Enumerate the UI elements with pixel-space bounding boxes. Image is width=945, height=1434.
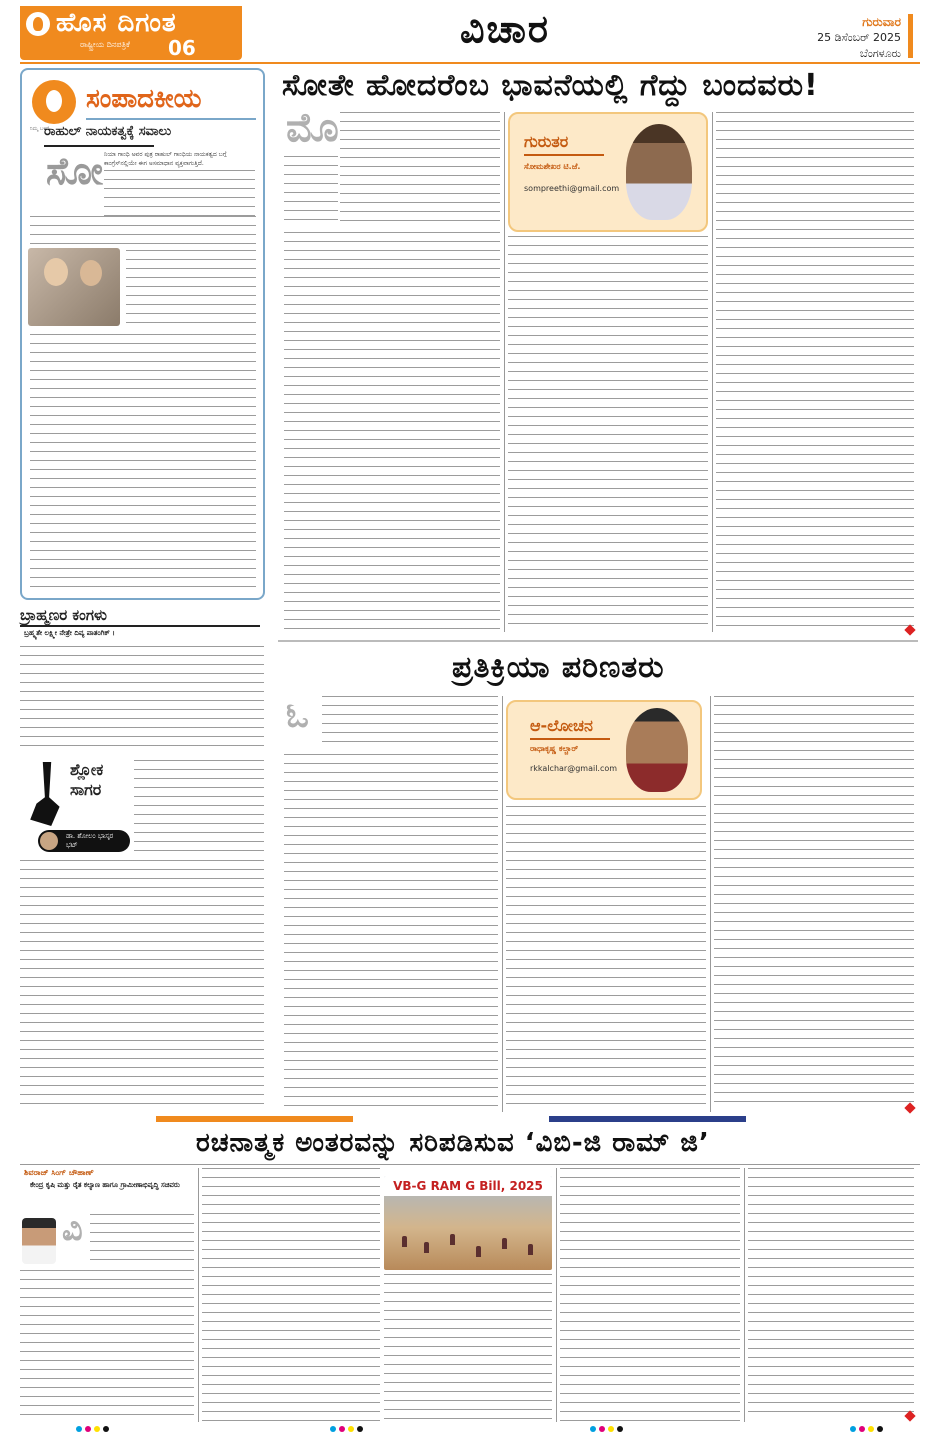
editorial-divider: [86, 118, 256, 120]
worker-figure: [502, 1238, 507, 1249]
gurutara-author-photo: [626, 124, 692, 220]
aalochana-email[interactable]: rkkalchar@gmail.com: [530, 764, 618, 773]
bottom-text-block: [748, 1168, 914, 1416]
bottom-text-block: [384, 1274, 552, 1422]
page-number: 06: [168, 36, 196, 60]
editorial-label: ಸಂಪಾದಕೀಯ: [86, 84, 202, 114]
shloka-sagara-badge: [20, 756, 130, 856]
brahmana-verse: ಬ್ರಹ್ಮ್ಯತೇ ಲಕ್ಷ್ಮೀ ನೇತ್ರೇ ದಿವ್ಯ ಪಾತಂಗಿಕ್ ।: [24, 629, 115, 637]
column-rule: [712, 112, 713, 632]
brahmana-text-block: [20, 860, 264, 1112]
editorial-lead: ನಿಯಾ ಗಾಂಧಿ ಅವರ ಪುತ್ರ ರಾಹುಲ್ ಗಾಂಧಿಯ ನಾಯಕತ್ವದ ಬಗ್ಗೆ ಕಾಂಗ್ರೆಸ್‌ನಲ್ಲಿಯೇ ಈಗ ಅಸಮಾಧಾನ ವ್ಯಕ್ತವಾಗುತ್ತಿದೆ.: [104, 150, 255, 222]
aalochana-rule: [530, 738, 610, 740]
main-text-block: [508, 236, 708, 630]
column-rule: [502, 696, 503, 1112]
editorial-box: [20, 68, 265, 600]
newspaper-logo[interactable]: [20, 6, 242, 60]
date-label: 25 ಡಿಸೆಂಬರ್ 2025: [817, 31, 901, 44]
column-rule: [504, 112, 505, 632]
bottom-author-role: ಕೇಂದ್ರ ಕೃಷಿ ಮತ್ತು ರೈತ ಕಲ್ಯಾಣ ಹಾಗೂ ಗ್ರಾಮೀಣಾಭಿವೃದ್ಧಿ ಸಚಿವರು: [30, 1181, 180, 1189]
bottom-text-block: [560, 1168, 740, 1422]
logo-tagline: ರಾಷ್ಟ್ರೀಯ ದಿನಪತ್ರಿಕೆ: [80, 40, 130, 49]
aalochana-label: ಆ-ಲೋಚನ: [530, 716, 593, 735]
reaction-text-block: [284, 754, 498, 1110]
reaction-text-block: [322, 696, 498, 750]
decorative-color-bar: [156, 1116, 746, 1122]
editorial-photo: [28, 248, 120, 326]
ink-pen-icon: [26, 762, 68, 826]
gurutara-label: ಗುರುತರ: [524, 132, 569, 151]
print-registration-marks: [330, 1426, 363, 1432]
worker-figure: [476, 1246, 481, 1257]
masthead: [0, 0, 945, 64]
editorial-headline[interactable]: ರಾಹುಲ್ ನಾಯಕತ್ವಕ್ಕೆ ಸವಾಲು: [44, 124, 171, 147]
editorial-text-block: [30, 216, 256, 246]
bottom-author: ಶಿವರಾಜ್ ಸಿಂಗ್ ಚೌಹಾಣ್: [24, 1168, 94, 1177]
reaction-text-block: [714, 696, 914, 1110]
worker-figure: [450, 1234, 455, 1245]
logo-title: ಹೊಸ ದಿಗಂತ: [56, 8, 177, 38]
lamp-logo-icon: [26, 12, 50, 36]
editorial-text-block: [104, 170, 255, 222]
column-rule: [744, 1168, 745, 1422]
reaction-dropcap: ಓ: [286, 696, 309, 736]
bottom-author-photo: [22, 1218, 56, 1264]
main-text-block: [716, 112, 914, 630]
editorial-logo-caption: ನಿಮ್ಮ ಬಳಿಗೆ: [30, 126, 49, 132]
column-rule: [198, 1168, 199, 1422]
print-registration-marks: [76, 1426, 109, 1432]
brahmana-text-block: [134, 760, 264, 856]
vbg-image-caption: VB-G RAM G Bill, 2025: [384, 1176, 552, 1196]
section-divider: [278, 640, 918, 642]
brahmana-text-block: [20, 646, 264, 752]
column-rule: [710, 696, 711, 1112]
shloka-author-tag: ಡಾ. ಶೋಲಂ ಭಾಸ್ಕರ ಭಟ್: [38, 830, 130, 852]
shloka-author-avatar: [40, 832, 58, 850]
shloka-label: ಶ್ಲೋಕ ಸಾಗರ: [70, 760, 104, 799]
day-label: ಗುರುವಾರ: [862, 15, 901, 29]
editorial-dropcap: ಸೋ: [46, 148, 103, 193]
bottom-text-block: [202, 1168, 380, 1422]
gurutara-author: ಸೋಮಶೇಖರ ಟಿ.ಜೆ.: [524, 162, 581, 171]
aalochana-author-photo: [626, 708, 688, 792]
bottom-dropcap: ವಿ: [62, 1210, 83, 1248]
aalochana-badge: [506, 700, 702, 800]
city-label: ಬೆಂಗಳೂರು: [859, 47, 901, 60]
main-headline[interactable]: ಸೋತೇ ಹೋದರೆಂಬ ಭಾವನೆಯಲ್ಲಿ ಗೆದ್ದು ಬಂದವರು!: [282, 68, 819, 103]
editorial-logo-icon: [32, 80, 76, 124]
brahmana-underline: [20, 625, 260, 627]
reaction-text-block: [506, 806, 706, 1110]
gurutara-rule: [524, 154, 604, 156]
worker-figure: [424, 1242, 429, 1253]
reaction-headline[interactable]: ಪ್ರತಿಕ್ರಿಯಾ ಪರಿಣತರು: [452, 650, 665, 685]
main-text-block: [284, 156, 338, 228]
section-divider: [20, 1164, 920, 1165]
editorial-text-block: [30, 334, 256, 590]
date-accent-bar: [908, 14, 913, 58]
column-rule: [556, 1168, 557, 1422]
gurutara-email[interactable]: sompreethi@gmail.com: [524, 184, 620, 193]
brahmana-headline[interactable]: ಬ್ರಾಹ್ಮಣರ ಕಂಗಳು: [20, 606, 107, 624]
print-registration-marks: [850, 1426, 883, 1432]
main-text-block: [284, 232, 500, 630]
bottom-text-block: [90, 1214, 194, 1266]
masthead-divider: [20, 62, 920, 64]
bottom-headline[interactable]: ರಚನಾತ್ಮಕ ಅಂತರವನ್ನು ಸರಿಪಡಿಸುವ ‘ವಿಬಿ-ಜಿ ರಾಮ್ ಜಿ’: [196, 1128, 710, 1158]
print-registration-marks: [590, 1426, 623, 1432]
section-title: ವಿಚಾರ: [460, 6, 550, 51]
date-block: [817, 14, 901, 62]
main-text-block: [340, 112, 500, 228]
bottom-text-block: [20, 1270, 194, 1420]
gurutara-badge: [508, 112, 708, 232]
main-dropcap: ಮೊ: [286, 104, 339, 151]
vbg-ram-g-photo: [384, 1176, 552, 1270]
aalochana-author: ರಾಧಾಕೃಷ್ಣ ಕಲ್ಚಾರ್: [530, 744, 579, 753]
worker-figure: [528, 1244, 533, 1255]
editorial-text-block: [126, 250, 256, 330]
worker-figure: [402, 1236, 407, 1247]
